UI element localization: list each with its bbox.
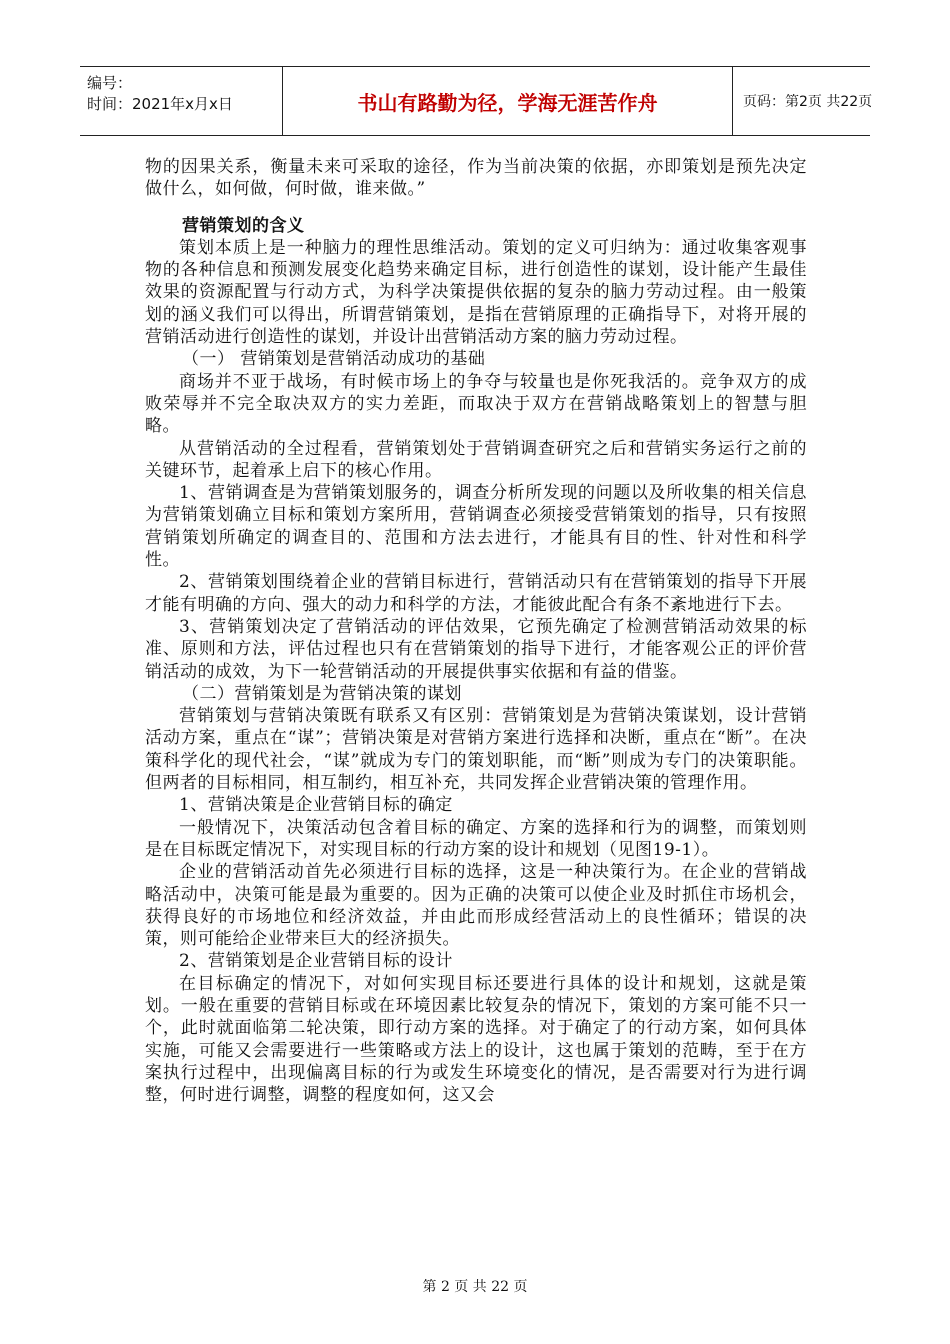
header-page-info: 页码：第2页 共22页 (743, 94, 873, 110)
paragraph: 从营销活动的全过程看，营销策划处于营销调查研究之后和营销实务运行之前的关键环节，起着承上启下的核心作用。 (145, 438, 807, 481)
header-meta (80, 67, 283, 135)
header-motto: 书山有路勤为径，学海无涯苦作舟 (283, 67, 733, 135)
paragraph: 一般情况下，决策活动包含着目标的确定、方案的选择和行为的调整，而策划则是在目标既定情况下，对实现目标的行动方案的设计和规划（见图19-1）。 (145, 817, 807, 860)
number-label: 编号： (87, 74, 133, 92)
subsection-heading: （二）营销策划是为营销决策的谋划 (182, 683, 462, 704)
paragraph: 商场并不亚于战场，有时候市场上的争夺与较量也是你死我活的。竞争双方的成败荣辱并不完全取决双方的实力差距，而取决于双方在营销战略策划上的智慧与胆略。 (145, 371, 807, 437)
paragraph: 企业的营销活动首先必须进行目标的选择，这是一种决策行为。在企业的营销战略活动中，决策可能是最为重要的。因为正确的决策可以使企业及时抓住市场机会，获得良好的市场地位和经济效益，并由此而形成经营活动上的良性循环；错误的决策，则可能给企业带来巨大的经济损失。 (145, 862, 807, 950)
paragraph: 物的因果关系，衡量未来可采取的途径，作为当前决策的依据，亦即策划是预先决定做什么，如何做，何时做，谁来做。” (145, 157, 807, 200)
subsection-heading: （一） 营销策划是营销活动成功的基础 (182, 349, 486, 370)
time-label: 时间：2021年x月x日 (87, 95, 233, 113)
section-heading: 营销策划的含义 (182, 215, 305, 236)
paragraph: 3、营销策划决定了营销活动的评估效果，它预先确定了检测营销活动效果的标准、原则和方法，评估过程也只有在营销策划的指导下进行，才能客观公正的评价营销活动的成效，为下一轮营销活动的开展提供事实依据和有益的借鉴。 (145, 616, 807, 682)
list-heading: 1、营销决策是企业营销目标的确定 (179, 795, 453, 816)
paragraph: 2、营销策划围绕着企业的营销目标进行，营销活动只有在营销策划的指导下开展才能有明确的方向、强大的动力和科学的方法，才能彼此配合有条不紊地进行下去。 (145, 572, 807, 615)
list-heading: 2、营销策划是企业营销目标的设计 (179, 951, 453, 972)
paragraph: 策划本质上是一种脑力的理性思维活动。策划的定义可归纳为：通过收集客观事物的各种信息和预测发展变化趋势来确定目标，进行创造性的谋划，设计能产生最佳效果的资源配置与行动方式，为科学决策提供依据的复杂的脑力劳动过程。由一般策划的涵义我们可以得出，所谓营销策划，是指在营销原理的正确指导下，对将开展的营销活动进行创造性的谋划，并设计出营销活动方案的脑力劳动过程。 (145, 237, 807, 348)
paragraph: 1、营销调查是为营销策划服务的，调查分析所发现的问题以及所收集的相关信息为营销策划确立目标和策划方案所用，营销调查必须接受营销策划的指导，只有按照营销策划所确定的调查目的、范围和方法去进行，才能具有目的性、针对性和科学性。 (145, 483, 807, 571)
page-header (80, 66, 873, 136)
page-footer: 第 2 页 共 22 页 (422, 1279, 528, 1295)
paragraph: 营销策划与营销决策既有联系又有区别：营销策划是为营销决策谋划，设计营销活动方案，重点在“谋”；营销决策是对营销方案进行选择和决断，重点在“断”。在决策科学化的现代社会，“谋”就成为专门的策划职能，而“断”则成为专门的决策职能。但两者的目标相同，相互制约，相互补充，共同发挥企业营销决策的管理作用。 (145, 706, 807, 794)
paragraph: 在目标确定的情况下，对如何实现目标还要进行具体的设计和规划，这就是策划。一般在重要的营销目标或在环境因素比较复杂的情况下，策划的方案可能不只一个，此时就面临第二轮决策，即行动方案的选择。对于确定了的行动方案，如何具体实施，可能又会需要进行一些策略或方法上的设计，这也属于策划的范畴，至于在方案执行过程中，出现偏离目标的行为或发生环境变化的情况，是否需要对行为进行调整，何时进行调整，调整的程度如何，这又会 (145, 973, 807, 1106)
document-body (145, 156, 807, 1106)
